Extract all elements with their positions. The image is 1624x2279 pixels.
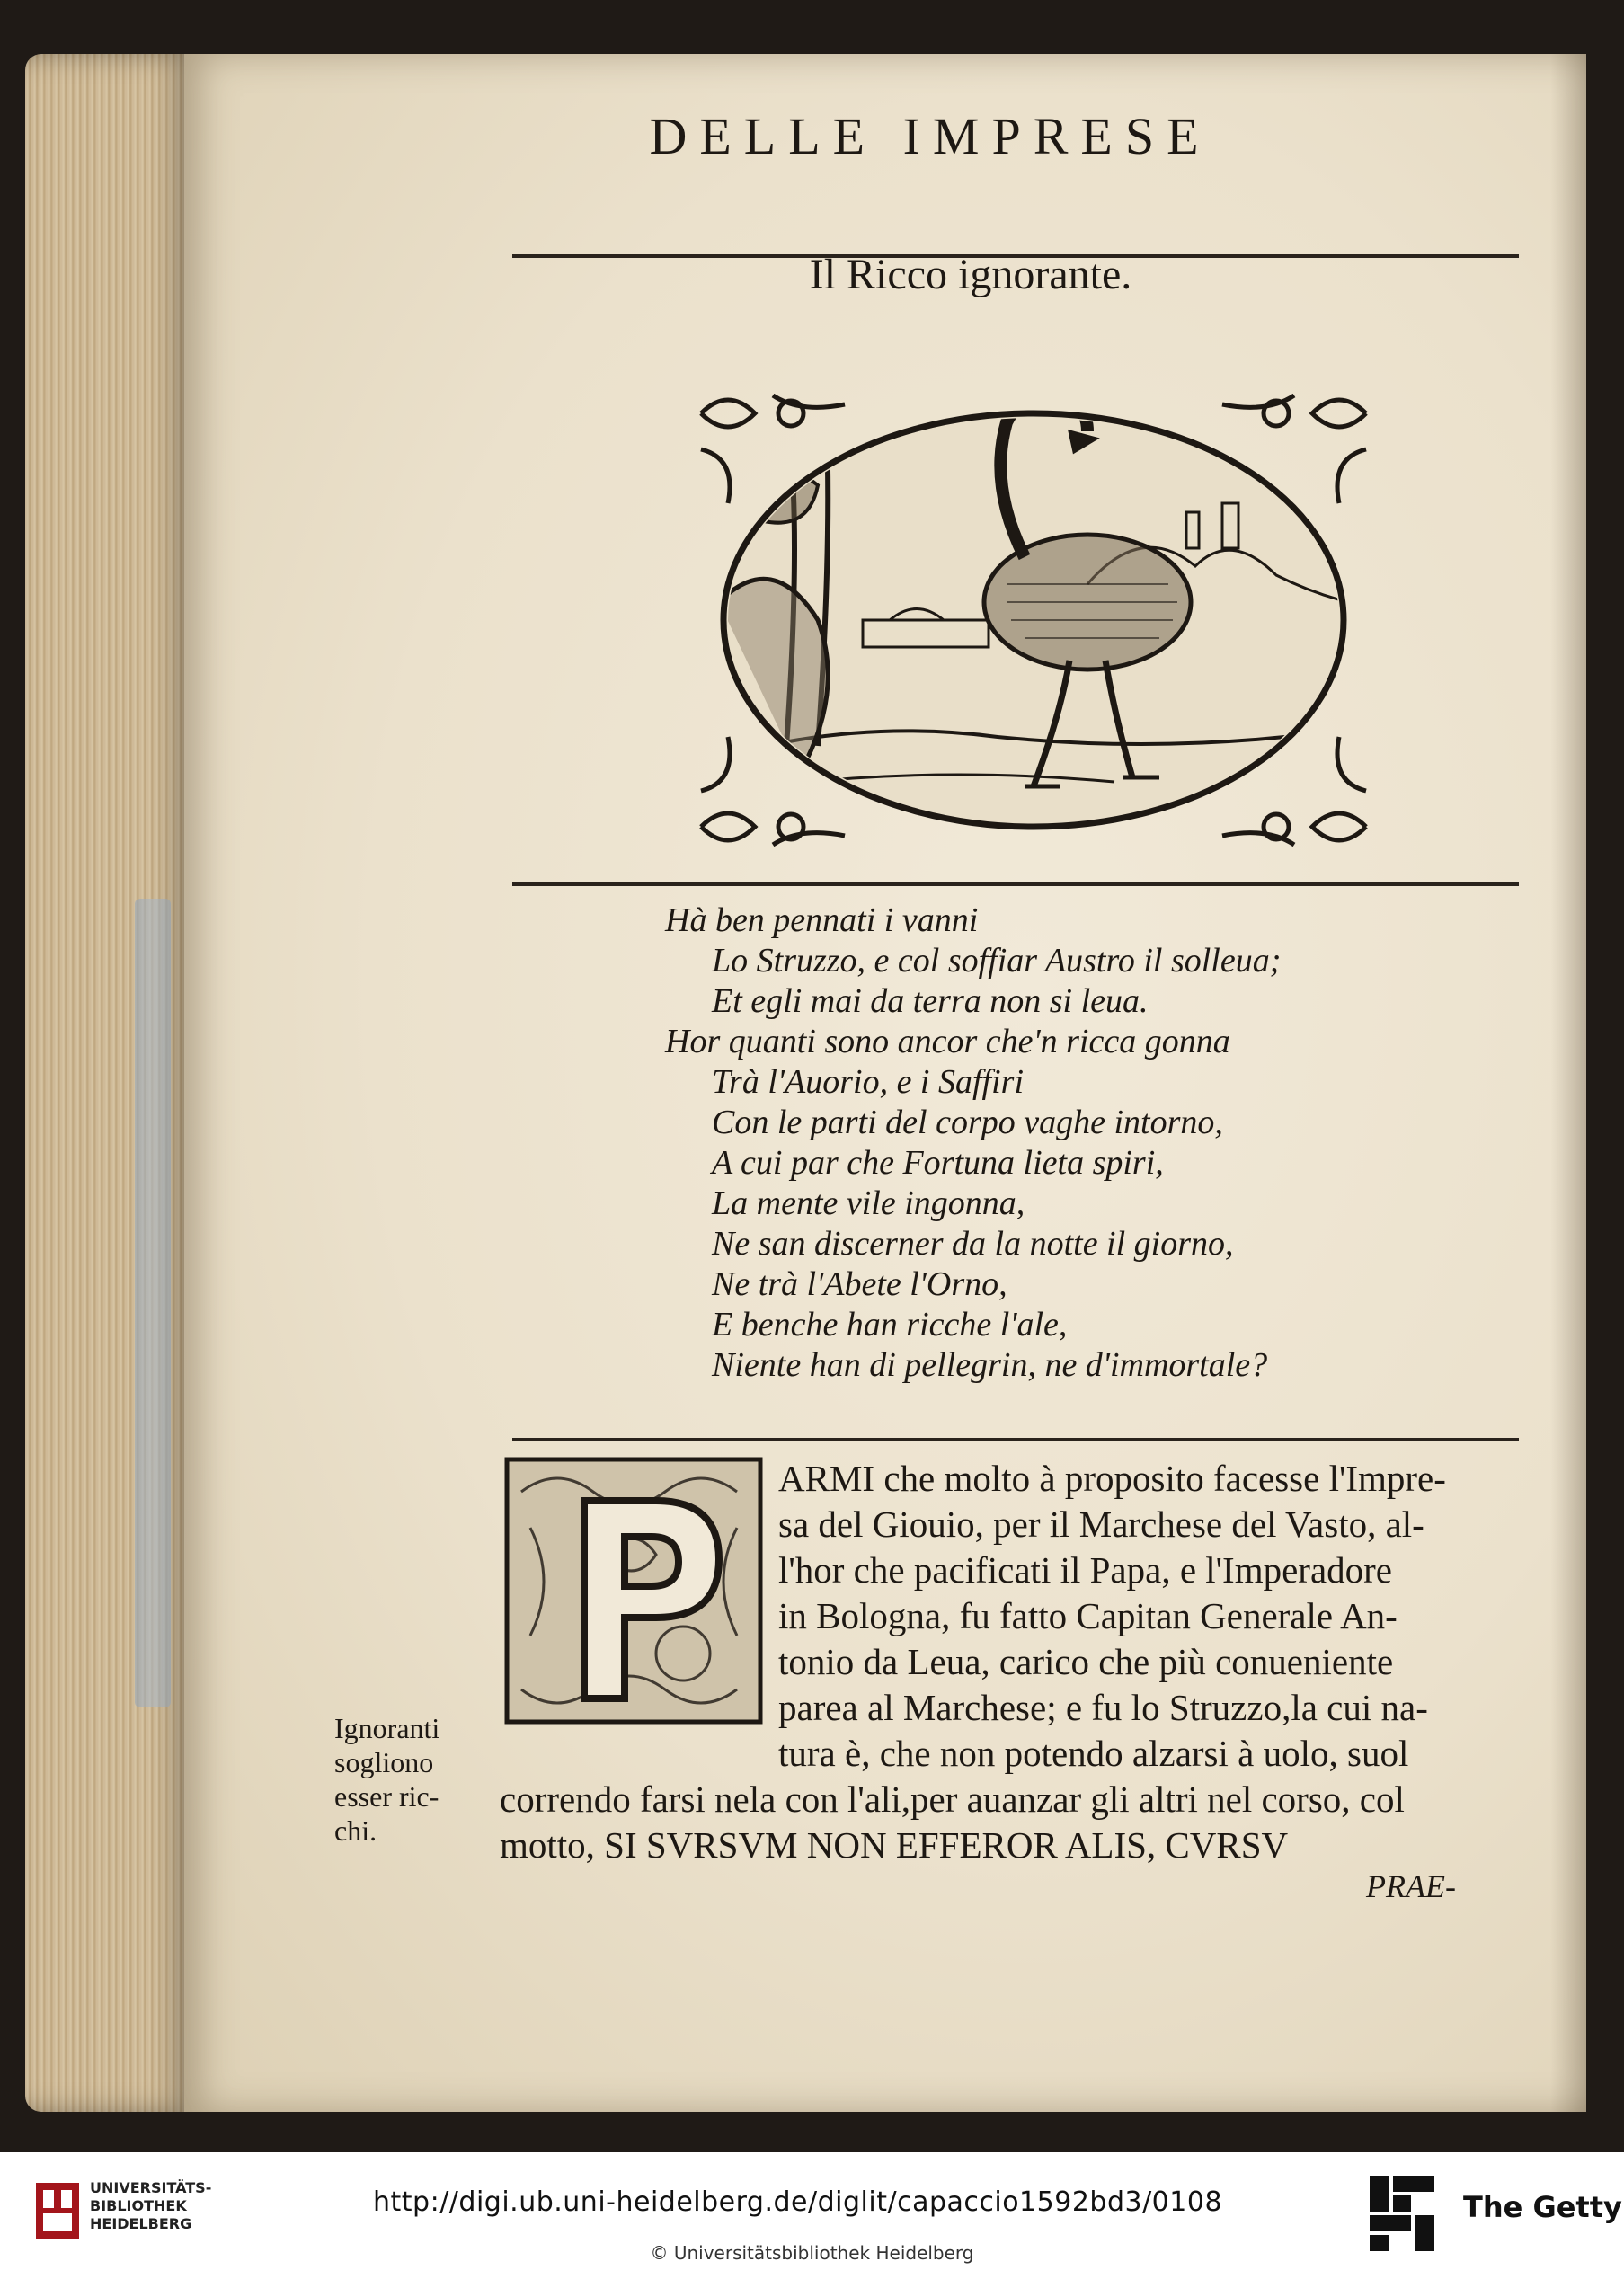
getty-label: The Getty — [1463, 2190, 1622, 2224]
getty-logo-icon[interactable] — [1366, 2172, 1438, 2255]
poem-line: Hà ben pennati i vanni — [665, 901, 979, 939]
body-line: motto, SI SVRSVM NON EFFEROR ALIS, CVRSV — [500, 1824, 1289, 1866]
permalink-url[interactable]: http://digi.ub.uni-heidelberg.de/diglit/capaccio1592bd3/0108 — [373, 2186, 1223, 2218]
marginal-note-line: chi. — [334, 1814, 377, 1847]
ub-logo-line: UNIVERSITÄTS- — [90, 2179, 212, 2196]
poem-line: Con le parti del corpo vaghe intorno, — [712, 1104, 1223, 1141]
poem-line: Et egli mai da terra non si leua. — [712, 982, 1149, 1020]
poem-line: Lo Struzzo, e col soffiar Austro il solleua; — [712, 942, 1282, 980]
poem-line: Ne trà l'Abete l'Orno, — [712, 1265, 1007, 1303]
copyright-notice: © Universitätsbibliothek Heidelberg — [650, 2242, 974, 2264]
ub-logo-icon — [36, 2183, 79, 2239]
emblem-title: Il Ricco ignorante. — [809, 251, 1132, 298]
poem-line: Ne san discerner da la notte il giorno, — [712, 1225, 1234, 1263]
lower-rule — [512, 1438, 1519, 1441]
marginal-note-line: esser ric- — [334, 1780, 439, 1813]
body-line: tonio da Leua, carico che più conueniente — [778, 1641, 1394, 1682]
poem-line: Trà l'Auorio, e i Saffiri — [712, 1063, 1025, 1101]
body-line: sa del Giouio, per il Marchese del Vasto, al- — [778, 1503, 1424, 1545]
marginal-note-line: sogliono — [334, 1746, 434, 1778]
body-text — [500, 1456, 1533, 1868]
body-line: l'hor che pacificati il Papa, e l'Imperadore — [778, 1549, 1392, 1591]
middle-rule — [512, 882, 1519, 886]
ub-heidelberg-logo[interactable] — [36, 2179, 216, 2242]
poem-line: Hor quanti sono ancor che'n ricca gonna — [665, 1023, 1230, 1060]
body-line: correndo farsi nela con l'ali,per auanzar gli altri nel corso, col — [500, 1778, 1405, 1820]
running-head: DELLE IMPRESE — [649, 107, 1211, 165]
body-line: in Bologna, fu fatto Capitan Generale An- — [778, 1595, 1398, 1636]
catchword: PRAE- — [1366, 1868, 1456, 1904]
poem-line: E benche han ricche l'ale, — [712, 1306, 1068, 1343]
ub-logo-text — [90, 2179, 211, 2233]
poem — [665, 900, 1474, 1386]
viewer-footer — [0, 2152, 1624, 2279]
poem-line: Niente han di pellegrin, ne d'immortale? — [712, 1346, 1268, 1384]
poem-line: A cui par che Fortuna lieta spiri, — [712, 1144, 1164, 1182]
poem-line: La mente vile ingonna, — [712, 1184, 1025, 1222]
marginal-note-line: Ignoranti — [334, 1712, 440, 1744]
body-line: tura è, che non potendo alzarsi à uolo, suol — [778, 1733, 1409, 1774]
page-gutter-shadow — [1550, 54, 1586, 2112]
ub-logo-line: BIBLIOTHEK — [90, 2197, 187, 2214]
ub-logo-line: HEIDELBERG — [90, 2215, 192, 2232]
body-line: ARMI che molto à proposito facesse l'Impre- — [778, 1458, 1446, 1499]
body-line: parea al Marchese; e fu lo Struzzo,la cui na- — [778, 1687, 1428, 1728]
marginal-note — [334, 1711, 487, 1848]
ostrich-woodcut — [683, 377, 1384, 863]
spine-label — [135, 899, 171, 1707]
